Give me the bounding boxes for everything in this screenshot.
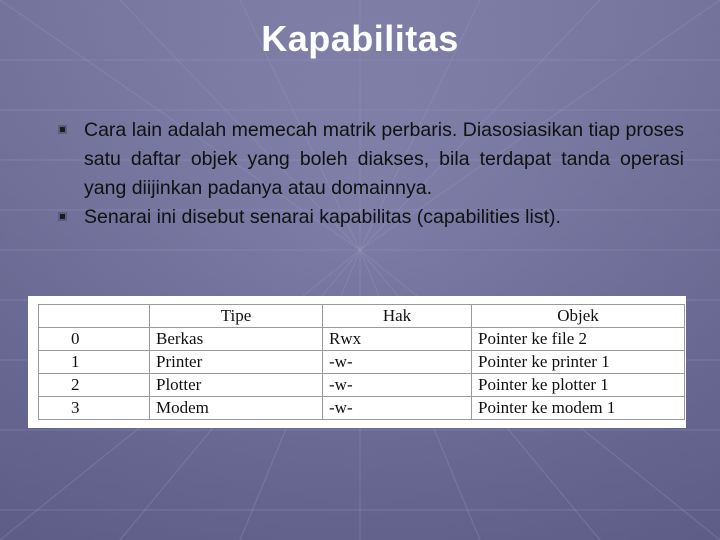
square-bullet-icon xyxy=(58,212,67,221)
capability-table xyxy=(38,304,685,420)
bullet-text: Senarai ini disebut senarai kapabilitas (capabilities list). xyxy=(84,206,561,228)
table-row xyxy=(39,374,685,397)
table-row xyxy=(39,351,685,374)
header-cell: Hak xyxy=(323,305,472,328)
table-cell: Plotter xyxy=(150,374,323,397)
table-cell: Pointer ke file 2 xyxy=(472,328,685,351)
bullet-item xyxy=(56,203,684,232)
header-cell xyxy=(39,305,150,328)
table-cell: Pointer ke modem 1 xyxy=(472,397,685,420)
bullet-text: Cara lain adalah memecah matrik perbaris. Diasosiasikan tiap proses satu daftar objek yang boleh diakses, bila terdapat tanda operasi yang diijinkan padanya atau domainnya. xyxy=(84,119,684,199)
table-cell: 0 xyxy=(39,328,150,351)
table-cell: Printer xyxy=(150,351,323,374)
bullet-list xyxy=(56,116,684,232)
table-cell: 1 xyxy=(39,351,150,374)
table-cell: Pointer ke printer 1 xyxy=(472,351,685,374)
header-cell: Objek xyxy=(472,305,685,328)
table-row xyxy=(39,328,685,351)
table-cell: -w- xyxy=(323,351,472,374)
table-row xyxy=(39,397,685,420)
table-header-row xyxy=(39,305,685,328)
slide-title: Kapabilitas xyxy=(261,18,459,59)
table-cell: -w- xyxy=(323,374,472,397)
table-cell: 2 xyxy=(39,374,150,397)
table-cell: Modem xyxy=(150,397,323,420)
capability-table-image xyxy=(28,296,686,428)
header-cell: Tipe xyxy=(150,305,323,328)
table-cell: 3 xyxy=(39,397,150,420)
table-cell: -w- xyxy=(323,397,472,420)
table-cell: Berkas xyxy=(150,328,323,351)
square-bullet-icon xyxy=(58,125,67,134)
bullet-item xyxy=(56,116,684,203)
table-cell: Rwx xyxy=(323,328,472,351)
table-cell: Pointer ke plotter 1 xyxy=(472,374,685,397)
